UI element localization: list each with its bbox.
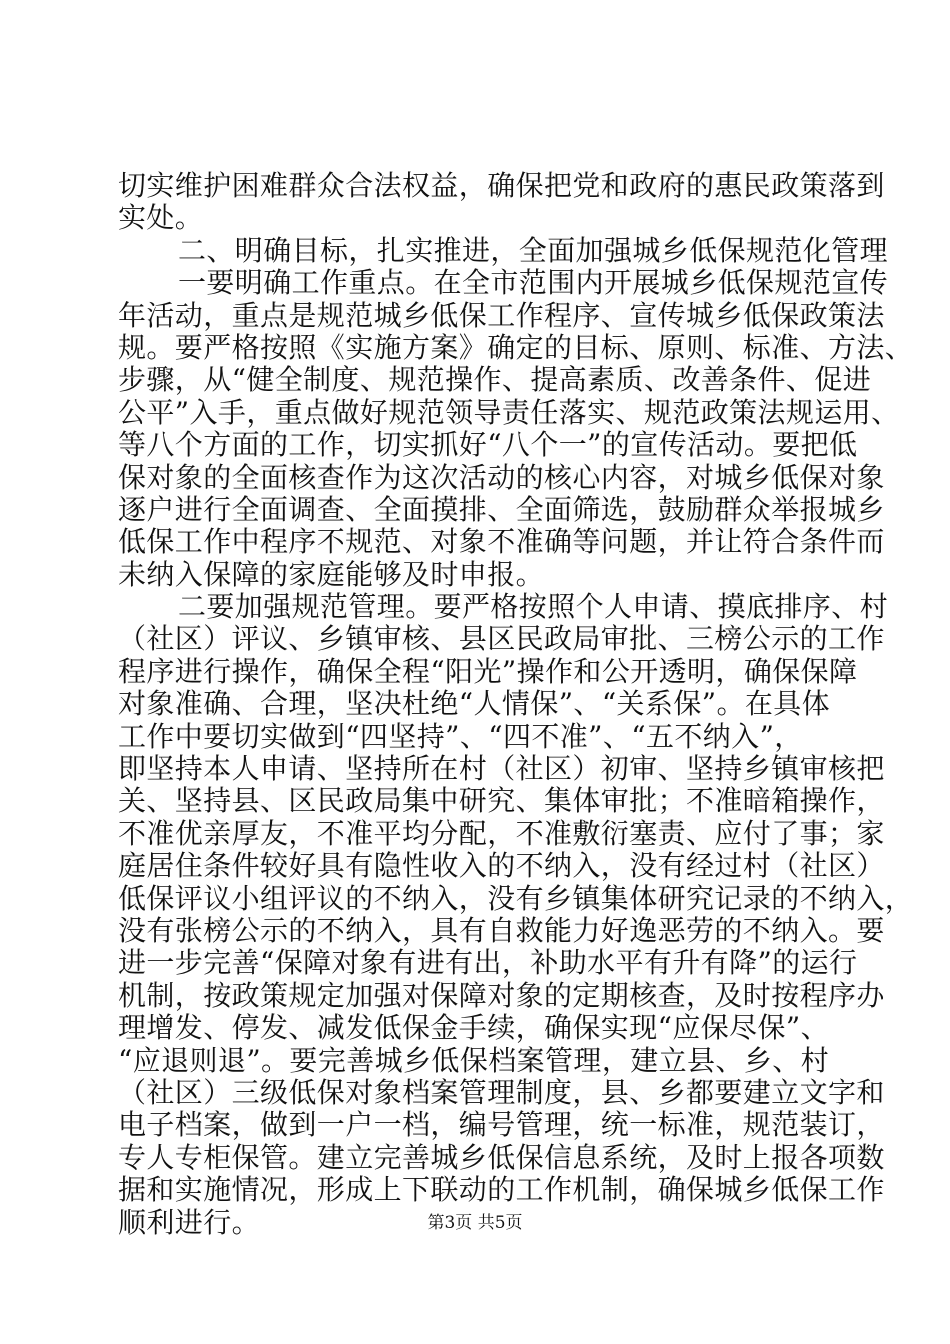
- text-line: 程序进行操作，确保全程“阳光”操作和公开透明，确保保障: [118, 654, 858, 688]
- document-body: [118, 169, 914, 1239]
- text-line: 步骤，从“健全制度、规范操作、提高素质、改善条件、促进: [118, 363, 872, 397]
- text-line: 规。要严格按照《实施方案》确定的目标、原则、标准、方法、: [118, 330, 914, 364]
- text-line: 进一步完善“保障对象有进有出，补助水平有升有降”的运行: [118, 946, 858, 980]
- text-line: 据和实施情况，形成上下联动的工作机制，确保城乡低保工作: [118, 1173, 885, 1207]
- text-line: 专人专柜保管。建立完善城乡低保信息系统，及时上报各项数: [118, 1140, 885, 1174]
- text-line: 工作中要切实做到“四坚持”、“四不准”、“五不纳入”，: [118, 719, 803, 753]
- text-line: 顺利进行。: [118, 1205, 261, 1239]
- text-line: 未纳入保障的家庭能够及时申报。: [118, 557, 545, 591]
- text-line: （社区）评议、乡镇审核、县区民政局审批、三榜公示的工作: [118, 622, 885, 656]
- text-line: 理增发、停发、减发低保金手续，确保实现“应保尽保”、: [118, 1011, 830, 1045]
- text-line: 机制，按政策规定加强对保障对象的定期核查，及时按程序办: [118, 978, 885, 1012]
- section-heading: 二、明确目标，扎实推进，全面加强城乡低保规范化管理: [178, 233, 889, 267]
- text-line: “应退则退”。要完善城乡低保档案管理，建立县、乡、村: [118, 1043, 830, 1077]
- page-number: 第3页 共5页: [427, 1213, 523, 1233]
- text-line: （社区）三级低保对象档案管理制度，县、乡都要建立文字和: [118, 1075, 885, 1109]
- text-line: 即坚持本人申请、坚持所在村（社区）初审、坚持乡镇审核把: [118, 752, 885, 786]
- paragraph-start: 二要加强规范管理。要严格按照个人申请、摸底排序、村: [178, 590, 889, 624]
- text-line: 没有张榜公示的不纳入，具有自救能力好逸恶劳的不纳入。要: [118, 913, 885, 947]
- text-line: 低保评议小组评议的不纳入，没有乡镇集体研究记录的不纳入，: [118, 881, 914, 915]
- text-line: 低保工作中程序不规范、对象不准确等问题，并让符合条件而: [118, 525, 885, 559]
- text-line: 不准优亲厚友，不准平均分配，不准敷衍塞责、应付了事；家: [118, 816, 885, 850]
- text-line: 电子档案，做到一户一档，编号管理，统一标准，规范装订，: [118, 1108, 885, 1142]
- text-line: 庭居住条件较好具有隐性收入的不纳入，没有经过村（社区）: [118, 849, 885, 883]
- text-line: 公平”入手，重点做好规范领导责任落实、规范政策法规运用、: [118, 395, 900, 429]
- text-line: 对象准确、合理，坚决杜绝“人情保”、“关系保”。在具体: [118, 687, 831, 721]
- text-line: 年活动，重点是规范城乡低保工作程序、宣传城乡低保政策法: [118, 298, 885, 332]
- text-line: 关、坚持县、区民政局集中研究、集体审批；不准暗箱操作，: [118, 784, 885, 818]
- text-line: 逐户进行全面调查、全面摸排、全面筛选，鼓励群众举报城乡: [118, 492, 885, 526]
- text-line: 保对象的全面核查作为这次活动的核心内容，对城乡低保对象: [118, 460, 885, 494]
- text-line: 等八个方面的工作，切实抓好“八个一”的宣传活动。要把低: [118, 428, 858, 462]
- text-line: 实处。: [118, 201, 204, 235]
- paragraph-start: 一要明确工作重点。在全市范围内开展城乡低保规范宣传: [178, 266, 889, 300]
- text-line: 切实维护困难群众合法权益，确保把党和政府的惠民政策落到: [118, 169, 885, 202]
